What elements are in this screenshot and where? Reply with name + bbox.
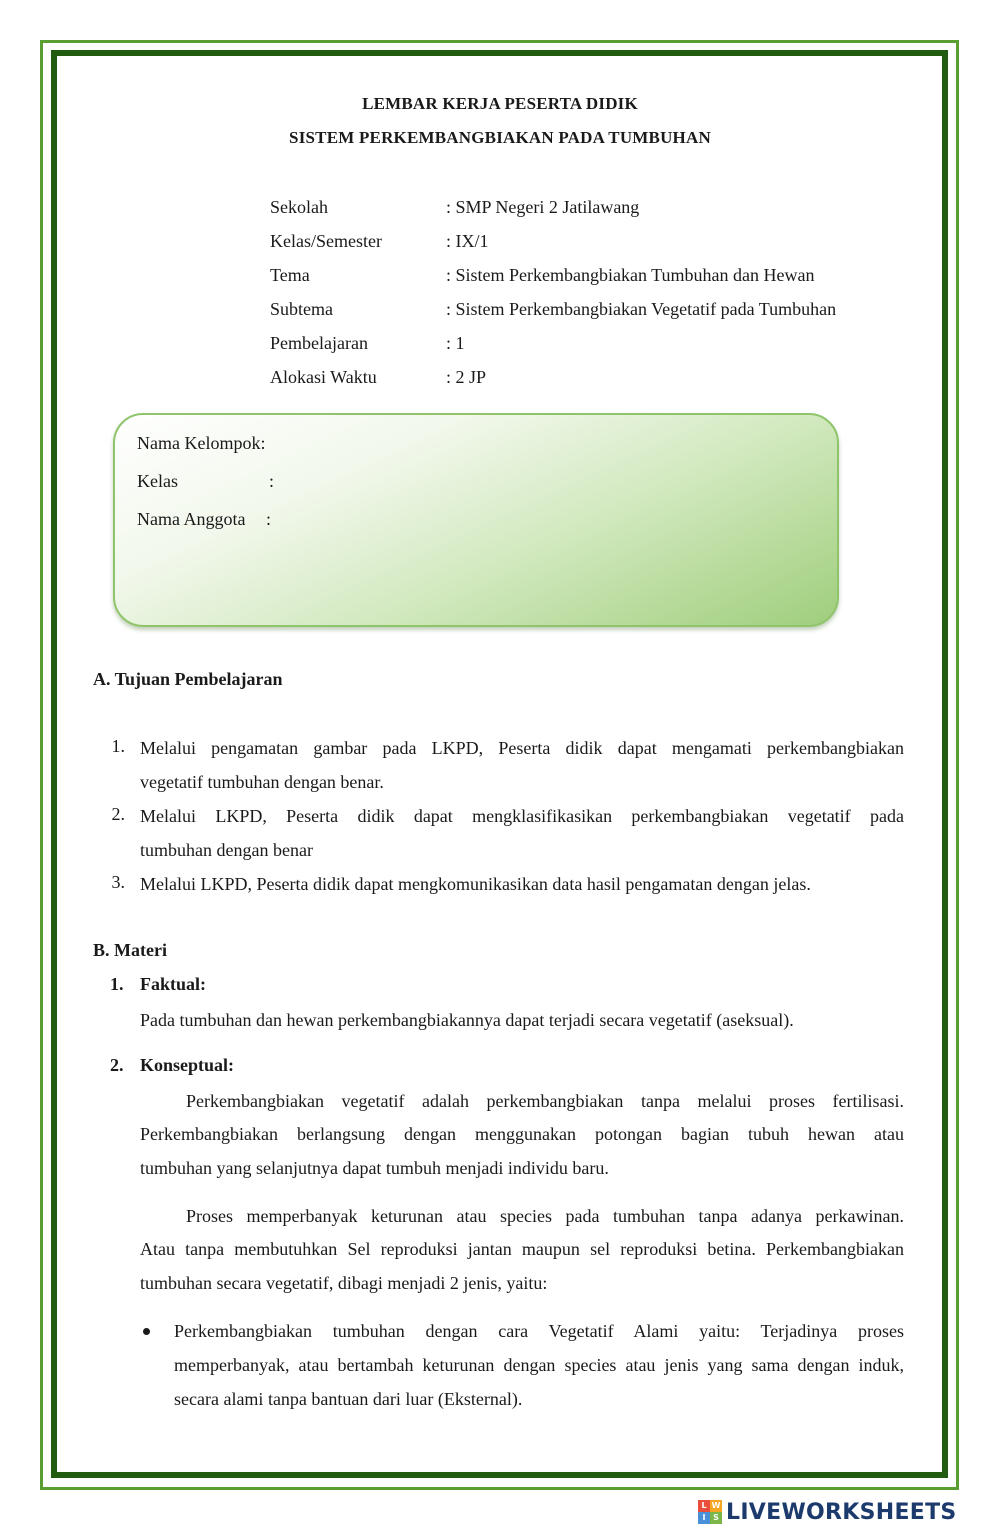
badge-letter: S [710, 1512, 722, 1524]
worksheet-subtitle: SISTEM PERKEMBANGBIAKAN PADA TUMBUHAN [289, 128, 711, 147]
nama-anggota-colon: : [266, 509, 272, 529]
paragraph-line: Perkembangbiakan berlangsung dengan menggunakan potongan bagian tubuh hewan atau [140, 1124, 904, 1144]
info-value: : SMP Negeri 2 Jatilawang [446, 197, 640, 217]
paragraph-line: tumbuhan secara vegetatif, dibagi menjadi 2 jenis, yaitu: [140, 1273, 548, 1293]
info-value: : IX/1 [446, 231, 489, 251]
objective-2-line2: tumbuhan dengan benar [140, 840, 313, 860]
objective-3-line1: Melalui LKPD, Peserta didik dapat mengkomunikasikan data hasil pengamatan dengan jelas. [140, 874, 811, 894]
info-label: Kelas/Semester [270, 231, 382, 251]
badge-letter: W [711, 1501, 721, 1510]
paragraph-line: Perkembangbiakan vegetatif adalah perkembangbiakan tanpa melalui proses fertilisasi. [186, 1091, 904, 1111]
faktual-text: Pada tumbuhan dan hewan perkembangbiakannya dapat terjadi secara vegetatif (aseksual). [140, 1010, 794, 1030]
paragraph-line: tumbuhan yang selanjutnya dapat tumbuh menjadi individu baru. [140, 1158, 609, 1178]
section-a-heading: A. Tujuan Pembelajaran [93, 669, 283, 689]
faktual-number: 1. [110, 974, 124, 994]
info-label: Alokasi Waktu [270, 367, 377, 387]
bullet-line: Perkembangbiakan tumbuhan dengan cara Vegetatif Alami yaitu: Terjadinya proses [174, 1321, 904, 1341]
kelas-colon: : [269, 471, 275, 491]
objective-1-line1: Melalui pengamatan gambar pada LKPD, Peserta didik dapat mengamati perkembangbiakan [140, 738, 904, 758]
konseptual-number: 2. [110, 1055, 124, 1075]
kelas-label: Kelas [137, 471, 178, 491]
nama-anggota-field [137, 507, 272, 531]
paragraph-line: Atau tanpa membutuhkan Sel reproduksi jantan maupun sel reproduksi betina. Perkembangbiakan [140, 1239, 904, 1259]
objective-number: 1. [111, 736, 125, 756]
bullet-line: memperbanyak, atau bertambah keturunan dengan species atau jenis yang sama dengan induk, [174, 1355, 904, 1375]
worksheet-title: LEMBAR KERJA PESERTA DIDIK [362, 94, 638, 113]
badge-letter: I [698, 1512, 710, 1524]
section-b-heading: B. Materi [93, 940, 167, 960]
info-label: Sekolah [270, 197, 328, 217]
info-label: Tema [270, 265, 310, 285]
info-label: Pembelajaran [270, 333, 368, 353]
info-value: : 2 JP [446, 367, 487, 387]
liveworksheets-logo[interactable] [698, 1497, 957, 1527]
info-value: : Sistem Perkembangbiakan Vegetatif pada Tumbuhan [446, 299, 837, 319]
info-value: : Sistem Perkembangbiakan Tumbuhan dan Hewan [446, 265, 815, 285]
objective-1-line2: vegetatif tumbuhan dengan benar. [140, 772, 384, 792]
kelas-field [137, 469, 275, 493]
info-value: : 1 [446, 333, 465, 353]
liveworksheets-logo-text: LIVEWORKSHEETS [726, 1499, 957, 1525]
paragraph-line: Proses memperbanyak keturunan atau species pada tumbuhan tanpa adanya perkawinan. [186, 1206, 904, 1226]
badge-letter: L [698, 1500, 710, 1512]
bullet-line: secara alami tanpa bantuan dari luar (Eksternal). [174, 1389, 523, 1409]
objective-number: 3. [111, 872, 125, 892]
objective-2-line1: Melalui LKPD, Peserta didik dapat mengklasifikasikan perkembangbiakan vegetatif pada [140, 806, 904, 826]
konseptual-title: Konseptual: [140, 1055, 235, 1075]
nama-anggota-label: Nama Anggota [137, 509, 246, 529]
objective-number: 2. [111, 804, 125, 824]
liveworksheets-badge-icon [698, 1500, 722, 1524]
nama-kelompok-label: Nama Kelompok: [137, 433, 266, 453]
info-label: Subtema [270, 299, 333, 319]
bullet-icon [143, 1328, 150, 1335]
faktual-title: Faktual: [140, 974, 207, 994]
